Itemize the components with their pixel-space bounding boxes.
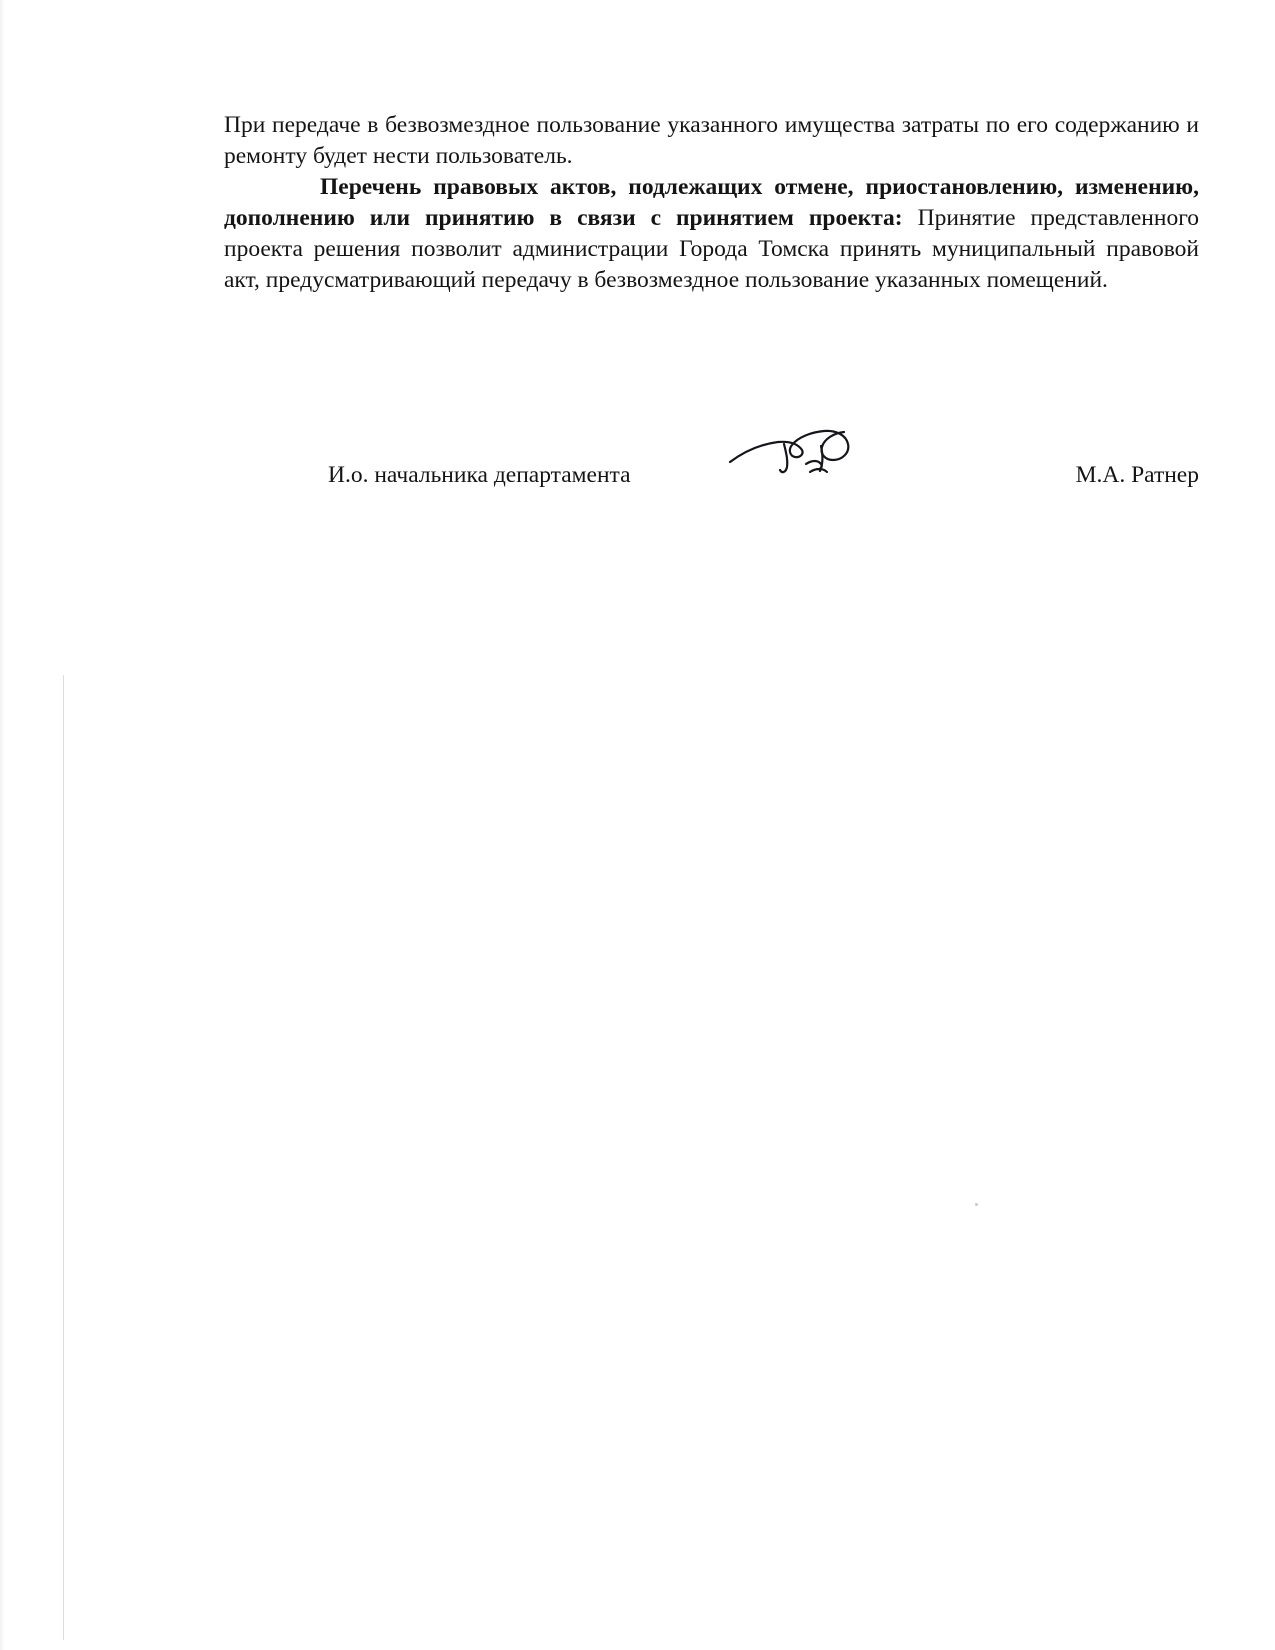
signature-block <box>224 430 1199 510</box>
legal-acts-lead-text: Перечень правовых актов, подлежащих отмене, приостановлению, изменению, дополнению или принятию в связи с принятием проекта: <box>224 174 1199 231</box>
scan-fold-line-artifact <box>63 675 64 1640</box>
document-body <box>224 110 1199 296</box>
paragraph-legal-acts <box>224 172 1199 296</box>
paragraph-transfer-costs: При передаче в безвозмездное пользование указанного имущества затраты по его содержанию и ремонту будет нести пользователь. <box>224 112 1199 169</box>
scan-edge-artifact <box>0 0 5 1650</box>
legal-acts-rest-text: Принятие представленного проекта решения позволит администрации Города Томска принять муниципальный правовой акт, предусматривающий передачу в безвозмездное пользование указанных помещений. <box>224 205 1199 293</box>
handwritten-signature-icon <box>724 420 874 490</box>
scan-speck-artifact <box>975 1203 978 1206</box>
signatory-position: И.о. начальника департамента <box>328 462 631 488</box>
signatory-name: М.А. Ратнер <box>1075 462 1199 488</box>
